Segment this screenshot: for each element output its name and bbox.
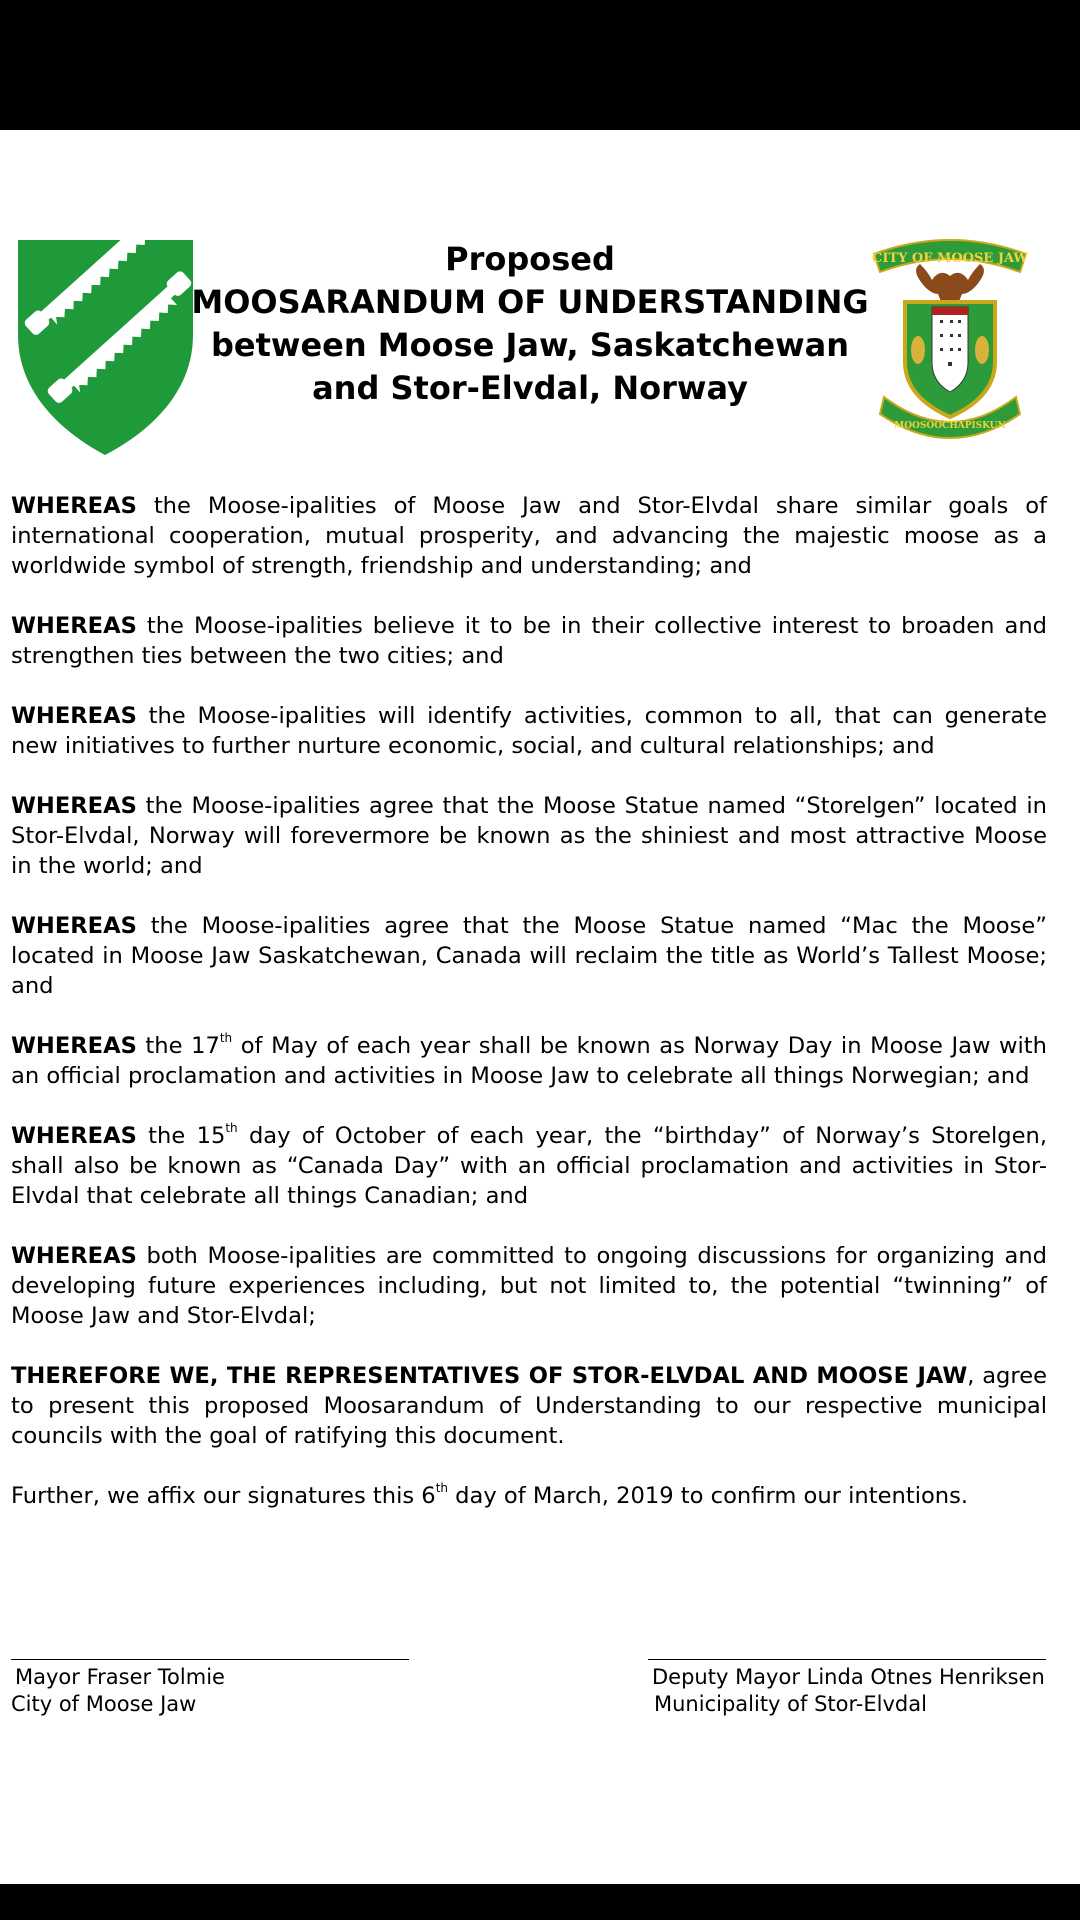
paragraph: [11, 1481, 1047, 1511]
paragraph: [11, 491, 1047, 581]
title-line-1: Proposed: [445, 240, 615, 278]
paragraph-lead: WHEREAS: [11, 493, 137, 519]
paragraph: [11, 1241, 1047, 1331]
paragraph-text-pre: the 15: [136, 1123, 226, 1149]
paragraph: [11, 911, 1047, 1001]
bottom-black-bar: [0, 1884, 1080, 1920]
moose-jaw-crest-icon: [870, 232, 1030, 447]
document-body: [11, 491, 1047, 1541]
paragraph-text: the Moose-ipalities will identify activities, common to all, that can generate new initiatives to further nurture economic, social, and cultural relationships; and: [11, 703, 1047, 759]
paragraph-lead: WHEREAS: [11, 793, 137, 819]
paragraph: [11, 611, 1047, 671]
paragraph: [11, 1121, 1047, 1211]
signature-line-left: [11, 1659, 409, 1660]
paragraph-lead: WHEREAS: [11, 613, 137, 639]
paragraph-text: the Moose-ipalities agree that the Moose Statue named “Mac the Moose” located in Moose Jaw Saskatchewan, Canada will reclaim the title as World’s Tallest Moose; and: [11, 913, 1047, 999]
paragraph-text: , agree to present this proposed Moosarandum of Understanding to our respective municipal councils with the goal of ratifying this document.: [11, 1363, 1047, 1449]
crest-banner-text: CITY OF MOOSE JAW: [871, 251, 1029, 266]
paragraph-lead: THEREFORE WE, THE REPRESENTATIVES OF STOR-ELVDAL AND MOOSE JAW: [11, 1363, 968, 1389]
paragraph-lead: WHEREAS: [11, 1033, 137, 1059]
crest-motto-text: MOOSOOCHAPISKUN: [894, 421, 1006, 431]
signature-line-right: [648, 1659, 1046, 1660]
top-black-bar: [0, 0, 1080, 130]
paragraph-text: the Moose-ipalities agree that the Moose Statue named “Storelgen” located in Stor-Elvdal, Norway will forevermore be known as the shiniest and most attractive Moose in the world; and: [11, 793, 1047, 879]
title-line-4: and Stor-Elvdal, Norway: [312, 369, 748, 407]
paragraph-lead: WHEREAS: [11, 703, 137, 729]
saws-shield-icon: [18, 240, 193, 455]
paragraph-text: day of March, 2019 to confirm our intentions.: [448, 1483, 969, 1509]
paragraph: [11, 1361, 1047, 1451]
signature-name-right: Deputy Mayor Linda Otnes Henriksen: [652, 1665, 1045, 1689]
paragraph: [11, 701, 1047, 761]
title-line-2: MOOSARANDUM OF UNDERSTANDING: [191, 283, 869, 321]
paragraph-text-pre: Further, we affix our signatures this 6: [11, 1483, 436, 1509]
ordinal-suffix: th: [219, 1031, 233, 1046]
paragraph: [11, 791, 1047, 881]
signature-block-left: [11, 1659, 409, 1718]
document-title: [190, 238, 870, 410]
paragraph-text-pre: the 17: [136, 1033, 220, 1059]
title-line-3: between Moose Jaw, Saskatchewan: [210, 326, 850, 364]
ordinal-suffix: th: [225, 1121, 238, 1136]
signature-block-right: [648, 1659, 1046, 1718]
paragraph-text: the Moose-ipalities believe it to be in their collective interest to broaden and strengthen ties between the two cities; and: [11, 613, 1047, 669]
ordinal-suffix: th: [435, 1481, 448, 1496]
paragraph-text: of May of each year shall be known as Norway Day in Moose Jaw with an official proclamation and activities in Moose Jaw to celebrate all things Norwegian; and: [11, 1033, 1047, 1089]
signature-org-left: City of Moose Jaw: [11, 1692, 197, 1716]
paragraph-lead: WHEREAS: [11, 1243, 137, 1269]
paragraph-text: the Moose-ipalities of Moose Jaw and Stor-Elvdal share similar goals of international cooperation, mutual prosperity, and advancing the majestic moose as a worldwide symbol of strength, friendship and understanding; and: [11, 493, 1047, 579]
paragraph-lead: WHEREAS: [11, 1123, 137, 1149]
paragraph: [11, 1031, 1047, 1091]
signature-org-right: Municipality of Stor-Elvdal: [654, 1692, 927, 1716]
paragraph-text: both Moose-ipalities are committed to ongoing discussions for organizing and developing future experiences including, but not limited to, the potential “twinning” of Moose Jaw and Stor-Elvdal;: [11, 1243, 1047, 1329]
paragraph-text: day of October of each year, the “birthday” of Norway’s Storelgen, shall also be known as “Canada Day” with an official proclamation and activities in Stor-Elvdal that celebrate all things Canadian; and: [11, 1123, 1047, 1209]
paragraph-lead: WHEREAS: [11, 913, 137, 939]
signature-name-left: Mayor Fraser Tolmie: [15, 1665, 225, 1689]
